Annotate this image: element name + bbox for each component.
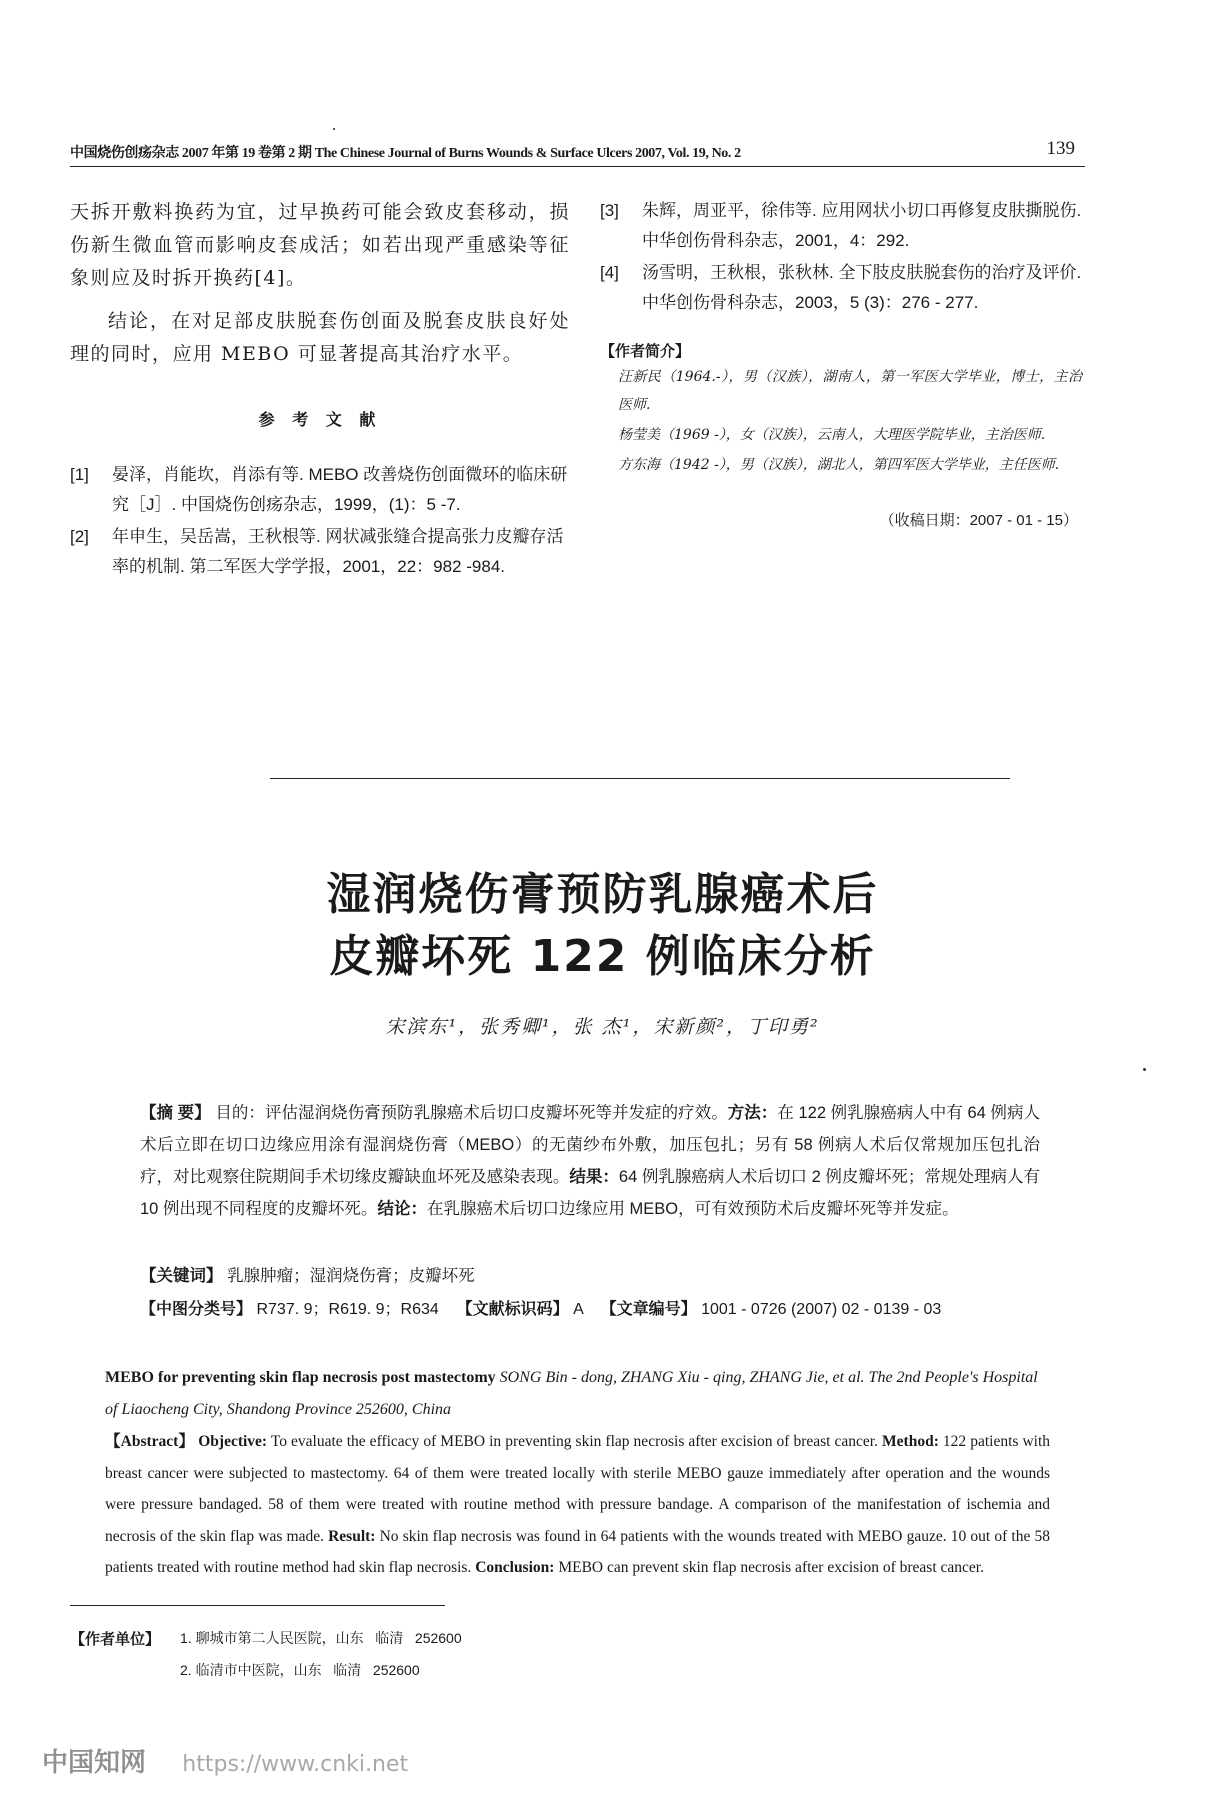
reference-text: 汤雪明，王秋根，张秋林. 全下肢皮肤脱套伤的治疗及评价. 中华创伤骨科杂志，2003，5 (3)：276 - 277. (642, 263, 1082, 312)
english-affiliation: The 2nd People's Hospital of Liaocheng City, Shandong Province 252600, China (105, 1369, 1038, 1418)
class-label: 【中图分类号】 (140, 1301, 253, 1318)
english-conclusion-label: Conclusion: (475, 1559, 555, 1576)
footnote-rule (70, 1605, 445, 1606)
article-title-line-2: 皮瓣坏死 122 例临床分析 (329, 931, 876, 982)
reference-text: 晏泽，肖能坎，肖添有等. MEBO 改善烧伤创面微环的临床研究［J］. 中国烧伤创疡杂志，1999，(1)：5 -7. (112, 465, 568, 514)
received-date: （收稿日期：2007 - 01 - 15） (879, 512, 1078, 529)
english-result-label: Result: (328, 1527, 376, 1545)
cnki-url[interactable]: https://www.cnki.net (182, 1752, 409, 1777)
abstract-result-label: 结果： (569, 1168, 619, 1186)
english-conclusion: MEBO can prevent skin flap necrosis after excision of breast cancer. (558, 1559, 984, 1576)
abstract-label: 【摘 要】 (140, 1104, 211, 1122)
reference-item (70, 522, 570, 582)
affiliation-item: 2. 临清市中医院，山东 临清 252600 (180, 1662, 420, 1678)
abstract-result: 64 例乳腺癌病人术后切口 2 例皮瓣坏死；常规处理病人有 10 例出现不同程度的皮瓣坏死。 (140, 1168, 1040, 1218)
english-authors: SONG Bin - dong, ZHANG Xiu - qing, ZHANG Jie, et al. (499, 1369, 865, 1386)
conclusion-paragraph-1: 天拆开敷料换药为宜，过早换药可能会致皮套移动，损伤新生微血管而影响皮套成活；如若出现严重感染等征象则应及时拆开换药[4]。 (70, 201, 570, 289)
abstract-conclusion: 在乳腺癌术后切口边缘应用 MEBO，可有效预防术后皮瓣坏死等并发症。 (426, 1200, 959, 1218)
article-authors: 宋滨东¹，张秀卿¹，张 杰¹，宋新颜²，丁印勇² (385, 1016, 820, 1038)
article-number-value: 1001 - 0726 (2007) 02 - 0139 - 03 (701, 1301, 942, 1318)
running-header: 中国烧伤创疡杂志 2007 年第 19 卷第 2 期 The Chinese Journal of Burns Wounds & Surface Ulcers 2007, Vol. 19, No. 2 (70, 146, 741, 161)
reference-item (600, 196, 1090, 256)
english-objective-label: Objective: (198, 1433, 268, 1450)
doc-code-label: 【文献标识码】 (456, 1301, 569, 1318)
author-intro: 汪新民（1964.-），男（汉族），湖南人，第一军医大学毕业，博士，主治医师. (618, 369, 1082, 413)
reference-number: [3] (600, 201, 619, 220)
english-abstract-label: 【Abstract】 (105, 1433, 195, 1450)
english-method-label: Method: (882, 1433, 939, 1450)
scan-speck (1143, 1068, 1146, 1071)
class-value: R737. 9；R619. 9；R634 (256, 1301, 439, 1318)
reference-text: 年申生，吴岳嵩，王秋根等. 网状减张缝合提高张力皮瓣存活率的机制. 第二军医大学学报，2001，22：982 -984. (112, 527, 564, 576)
english-title-block (105, 1362, 1050, 1426)
reference-number: [4] (600, 263, 619, 282)
english-title: MEBO for preventing skin flap necrosis post mastectomy (105, 1369, 496, 1386)
abstract-objective: 目的：评估湿润烧伤膏预防乳腺癌术后切口皮瓣坏死等并发症的疗效。 (215, 1104, 728, 1122)
author-intro: 杨莹美（1969 -），女（汉族），云南人，大理医学院毕业，主治医师. (618, 427, 1046, 443)
affiliation-label: 【作者单位】 (70, 1631, 161, 1648)
affiliation-item: 1. 聊城市第二人民医院，山东 临清 252600 (180, 1630, 462, 1646)
abstract-method: 在 122 例乳腺癌病人中有 64 例病人术后立即在切口边缘应用涂有湿润烧伤膏（MEBO）的无菌纱布外敷，加压包扎；另有 58 例病人术后仅常规加压包扎治疗，对比观察住院期间手术切缘皮瓣缺血坏死及感染表现。 (140, 1104, 1040, 1186)
reference-number: [1] (70, 465, 89, 484)
english-abstract (105, 1426, 1050, 1584)
keywords (140, 1262, 1040, 1286)
doc-code-value: A (573, 1301, 583, 1318)
reference-item (70, 460, 570, 520)
author-intro-heading: 【作者简介】 (600, 343, 691, 360)
abstract-conclusion-label: 结论： (377, 1200, 427, 1218)
english-method: 122 patients with breast cancer were subjected to mastectomy. 64 of them were treated locally with sterile MEBO gauze immediately after operation and the wounds were pressure bandaged. 58 of them were treated with routine method with pressure bandage. A comparison of the manifestation of ischemia and necrosis of the skin flap was made. (105, 1433, 1051, 1545)
chinese-abstract (140, 1097, 1040, 1225)
header-rule (70, 166, 1085, 167)
author-intro: 方东海（1942 -），男（汉族），湖北人，第四军医大学毕业，主任医师. (618, 457, 1060, 473)
right-column (600, 196, 1090, 530)
classification-line (140, 1296, 1040, 1319)
abstract-method-label: 方法： (727, 1104, 778, 1122)
reference-number: [2] (70, 527, 89, 546)
cnki-watermark (42, 1742, 408, 1779)
english-objective: To evaluate the efficacy of MEBO in preventing skin flap necrosis after excision of breast cancer. (270, 1433, 878, 1450)
article-number-label: 【文章编号】 (600, 1301, 697, 1318)
keywords-label: 【关键词】 (140, 1267, 223, 1285)
reference-text: 朱辉，周亚平，徐伟等. 应用网状小切口再修复皮肤撕脱伤. 中华创伤骨科杂志，2001，4：292. (642, 201, 1082, 250)
scan-speck (333, 128, 335, 130)
reference-item (600, 258, 1090, 318)
keywords-value: 乳腺肿瘤；湿润烧伤膏；皮瓣坏死 (227, 1267, 475, 1285)
article-title-line-1: 湿润烧伤膏预防乳腺癌术后 (326, 869, 879, 920)
article-separator (270, 778, 1010, 779)
conclusion-paragraph-2: 结论，在对足部皮肤脱套伤创面及脱套皮肤良好处理的同时，应用 MEBO 可显著提高其治疗水平。 (70, 310, 570, 365)
english-result: No skin flap necrosis was found in 64 patients with the wounds treated with MEBO gauze. 10 out of the 58 patients treated with routine method had skin flap necrosis. (105, 1527, 1051, 1576)
cnki-logo: 中国知网 (42, 1748, 147, 1778)
references-heading: 参 考 文 献 (258, 410, 382, 429)
left-column (70, 196, 570, 584)
page-number: 139 (1046, 138, 1075, 159)
